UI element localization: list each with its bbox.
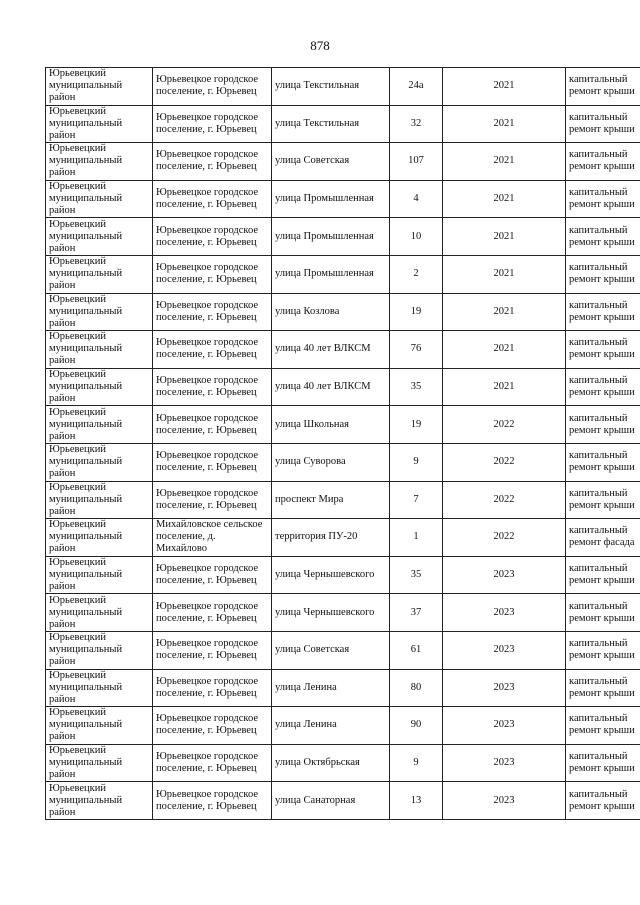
work-type-cell: капитальный ремонт фасада (566, 519, 640, 557)
street-cell: улица Чернышевского (272, 594, 390, 632)
year-cell: 2021 (443, 105, 566, 143)
district-cell: Юрьевецкий муниципальный район (46, 519, 153, 557)
street-cell: улица Советская (272, 143, 390, 181)
work-type-cell: капитальный ремонт крыши (566, 631, 640, 669)
settlement-cell: Юрьевецкое городское поселение, г. Юрьевец (153, 556, 272, 594)
table-row (46, 143, 640, 181)
house-number-cell: 90 (390, 707, 443, 745)
table-row (46, 105, 640, 143)
table-row (46, 707, 640, 745)
settlement-cell: Юрьевецкое городское поселение, г. Юрьевец (153, 744, 272, 782)
work-type-cell: капитальный ремонт крыши (566, 218, 640, 256)
street-cell: улица Промышленная (272, 218, 390, 256)
work-type-cell: капитальный ремонт крыши (566, 481, 640, 519)
table-row (46, 631, 640, 669)
house-number-cell: 19 (390, 293, 443, 331)
house-number-cell: 1 (390, 519, 443, 557)
year-cell: 2023 (443, 556, 566, 594)
house-number-cell: 7 (390, 481, 443, 519)
settlement-cell: Юрьевецкое городское поселение, г. Юрьевец (153, 68, 272, 106)
district-cell: Юрьевецкий муниципальный район (46, 669, 153, 707)
settlement-cell: Юрьевецкое городское поселение, г. Юрьевец (153, 707, 272, 745)
house-number-cell: 76 (390, 331, 443, 369)
settlement-cell: Юрьевецкое городское поселение, г. Юрьевец (153, 293, 272, 331)
settlement-cell: Юрьевецкое городское поселение, г. Юрьевец (153, 331, 272, 369)
table-row (46, 293, 640, 331)
street-cell: улица 40 лет ВЛКСМ (272, 368, 390, 406)
table-row (46, 180, 640, 218)
settlement-cell: Юрьевецкое городское поселение, г. Юрьевец (153, 180, 272, 218)
street-cell: улица Козлова (272, 293, 390, 331)
district-cell: Юрьевецкий муниципальный район (46, 218, 153, 256)
table-row (46, 68, 640, 106)
year-cell: 2023 (443, 744, 566, 782)
year-cell: 2023 (443, 782, 566, 820)
district-cell: Юрьевецкий муниципальный район (46, 105, 153, 143)
page-number: 878 (310, 38, 330, 53)
repair-schedule-table (45, 67, 640, 820)
house-number-cell: 32 (390, 105, 443, 143)
street-cell: улица Чернышевского (272, 556, 390, 594)
district-cell: Юрьевецкий муниципальный район (46, 782, 153, 820)
street-cell: улица Промышленная (272, 255, 390, 293)
year-cell: 2021 (443, 255, 566, 293)
work-type-cell: капитальный ремонт крыши (566, 443, 640, 481)
settlement-cell: Юрьевецкое городское поселение, г. Юрьевец (153, 406, 272, 444)
district-cell: Юрьевецкий муниципальный район (46, 631, 153, 669)
work-type-cell: капитальный ремонт крыши (566, 180, 640, 218)
settlement-cell: Юрьевецкое городское поселение, г. Юрьевец (153, 368, 272, 406)
year-cell: 2021 (443, 143, 566, 181)
work-type-cell: капитальный ремонт крыши (566, 105, 640, 143)
year-cell: 2021 (443, 368, 566, 406)
house-number-cell: 9 (390, 443, 443, 481)
table-row (46, 331, 640, 369)
street-cell: территория ПУ-20 (272, 519, 390, 557)
work-type-cell: капитальный ремонт крыши (566, 143, 640, 181)
work-type-cell: капитальный ремонт крыши (566, 68, 640, 106)
work-type-cell: капитальный ремонт крыши (566, 594, 640, 632)
work-type-cell: капитальный ремонт крыши (566, 255, 640, 293)
settlement-cell: Юрьевецкое городское поселение, г. Юрьевец (153, 481, 272, 519)
district-cell: Юрьевецкий муниципальный район (46, 331, 153, 369)
district-cell: Юрьевецкий муниципальный район (46, 744, 153, 782)
work-type-cell: капитальный ремонт крыши (566, 293, 640, 331)
district-cell: Юрьевецкий муниципальный район (46, 556, 153, 594)
table-row (46, 255, 640, 293)
district-cell: Юрьевецкий муниципальный район (46, 293, 153, 331)
work-type-cell: капитальный ремонт крыши (566, 707, 640, 745)
district-cell: Юрьевецкий муниципальный район (46, 180, 153, 218)
house-number-cell: 61 (390, 631, 443, 669)
district-cell: Юрьевецкий муниципальный район (46, 594, 153, 632)
year-cell: 2021 (443, 180, 566, 218)
table-row (46, 519, 640, 557)
district-cell: Юрьевецкий муниципальный район (46, 68, 153, 106)
table-row (46, 368, 640, 406)
table-row (46, 443, 640, 481)
house-number-cell: 35 (390, 556, 443, 594)
settlement-cell: Юрьевецкое городское поселение, г. Юрьевец (153, 594, 272, 632)
district-cell: Юрьевецкий муниципальный район (46, 368, 153, 406)
house-number-cell: 4 (390, 180, 443, 218)
work-type-cell: капитальный ремонт крыши (566, 556, 640, 594)
year-cell: 2023 (443, 669, 566, 707)
house-number-cell: 35 (390, 368, 443, 406)
year-cell: 2023 (443, 594, 566, 632)
table-row (46, 669, 640, 707)
year-cell: 2021 (443, 331, 566, 369)
street-cell: улица Санаторная (272, 782, 390, 820)
table-body (46, 68, 640, 820)
street-cell: улица 40 лет ВЛКСМ (272, 331, 390, 369)
year-cell: 2022 (443, 406, 566, 444)
work-type-cell: капитальный ремонт крыши (566, 669, 640, 707)
table-row (46, 782, 640, 820)
house-number-cell: 19 (390, 406, 443, 444)
settlement-cell: Юрьевецкое городское поселение, г. Юрьевец (153, 218, 272, 256)
settlement-cell: Юрьевецкое городское поселение, г. Юрьевец (153, 255, 272, 293)
street-cell: улица Текстильная (272, 68, 390, 106)
work-type-cell: капитальный ремонт крыши (566, 744, 640, 782)
year-cell: 2022 (443, 443, 566, 481)
house-number-cell: 24а (390, 68, 443, 106)
year-cell: 2022 (443, 519, 566, 557)
year-cell: 2023 (443, 707, 566, 745)
house-number-cell: 107 (390, 143, 443, 181)
table-row (46, 594, 640, 632)
settlement-cell: Юрьевецкое городское поселение, г. Юрьевец (153, 631, 272, 669)
street-cell: улица Ленина (272, 707, 390, 745)
district-cell: Юрьевецкий муниципальный район (46, 707, 153, 745)
work-type-cell: капитальный ремонт крыши (566, 406, 640, 444)
district-cell: Юрьевецкий муниципальный район (46, 443, 153, 481)
work-type-cell: капитальный ремонт крыши (566, 331, 640, 369)
district-cell: Юрьевецкий муниципальный район (46, 255, 153, 293)
house-number-cell: 2 (390, 255, 443, 293)
year-cell: 2021 (443, 68, 566, 106)
house-number-cell: 9 (390, 744, 443, 782)
street-cell: улица Суворова (272, 443, 390, 481)
street-cell: улица Советская (272, 631, 390, 669)
table-row (46, 218, 640, 256)
street-cell: улица Школьная (272, 406, 390, 444)
year-cell: 2023 (443, 631, 566, 669)
house-number-cell: 37 (390, 594, 443, 632)
table-row (46, 744, 640, 782)
table-row (46, 406, 640, 444)
district-cell: Юрьевецкий муниципальный район (46, 406, 153, 444)
year-cell: 2022 (443, 481, 566, 519)
district-cell: Юрьевецкий муниципальный район (46, 481, 153, 519)
table-row (46, 481, 640, 519)
district-cell: Юрьевецкий муниципальный район (46, 143, 153, 181)
street-cell: улица Текстильная (272, 105, 390, 143)
work-type-cell: капитальный ремонт крыши (566, 782, 640, 820)
street-cell: улица Октябрьская (272, 744, 390, 782)
table-row (46, 556, 640, 594)
year-cell: 2021 (443, 218, 566, 256)
house-number-cell: 13 (390, 782, 443, 820)
work-type-cell: капитальный ремонт крыши (566, 368, 640, 406)
house-number-cell: 80 (390, 669, 443, 707)
settlement-cell: Юрьевецкое городское поселение, г. Юрьевец (153, 105, 272, 143)
street-cell: проспект Мира (272, 481, 390, 519)
settlement-cell: Михайловское сельское поселение, д. Михайлово (153, 519, 272, 557)
year-cell: 2021 (443, 293, 566, 331)
street-cell: улица Промышленная (272, 180, 390, 218)
settlement-cell: Юрьевецкое городское поселение, г. Юрьевец (153, 669, 272, 707)
street-cell: улица Ленина (272, 669, 390, 707)
settlement-cell: Юрьевецкое городское поселение, г. Юрьевец (153, 443, 272, 481)
settlement-cell: Юрьевецкое городское поселение, г. Юрьевец (153, 782, 272, 820)
house-number-cell: 10 (390, 218, 443, 256)
settlement-cell: Юрьевецкое городское поселение, г. Юрьевец (153, 143, 272, 181)
